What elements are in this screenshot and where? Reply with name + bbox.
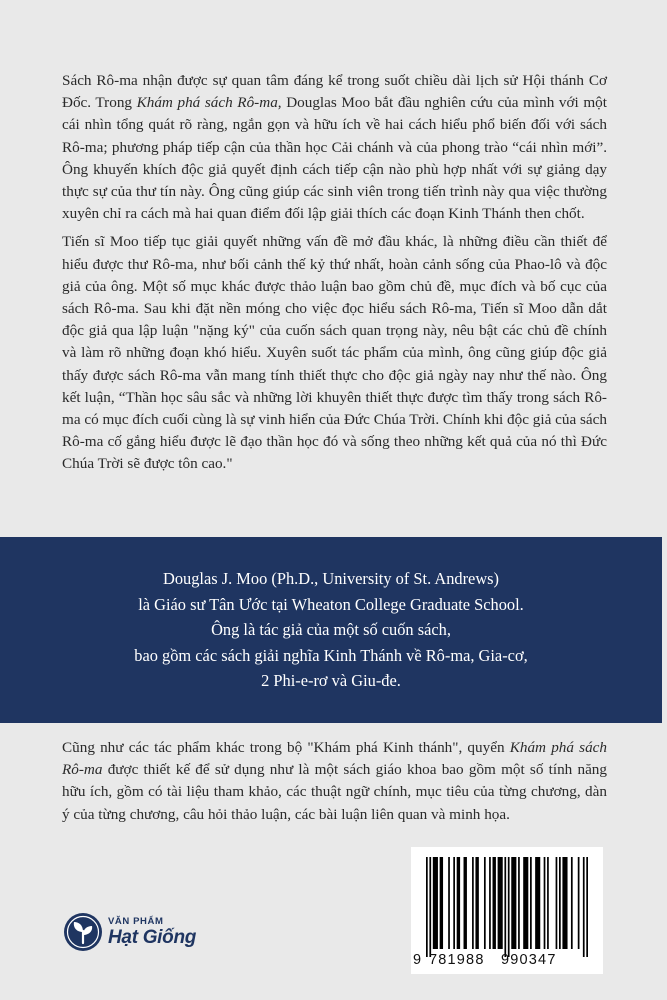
isbn-first-digit: 9 [413,952,422,968]
description-p1-pre: Sách Rô-ma nhận được sự quan tâm đáng kể trong suốt chiều dài lịch sử Hội thánh Cơ Đốc. Trong [62,72,607,112]
barcode-bar [562,857,567,949]
barcode-bar [530,857,532,949]
publisher-name-main: Hạt Giống [108,927,197,949]
barcode-bar [440,857,443,949]
barcode-bar [547,857,549,949]
barcode-bar [559,857,561,949]
barcode-bar [429,857,431,957]
isbn-group-2: 990347 [501,952,557,968]
barcode-bar [518,857,520,949]
barcode-bar [484,857,486,949]
barcode-bar [508,857,510,957]
barcode-bar [586,857,588,957]
barcode-bar [448,857,450,949]
isbn-digits [413,952,599,968]
series-book-title-italic: Khám phá sách Rô-ma [62,739,608,779]
barcode-bar [493,857,496,949]
barcode-bar [457,857,460,949]
barcode-bar [433,857,438,949]
description-paragraph-1 [62,70,607,225]
book-title-italic: Khám phá sách Rô-ma [136,94,278,112]
barcode-bar [426,857,428,957]
series-post: được thiết kế để sử dụng như là một sách giáo khoa bao gồm một số tính năng hữu ích, gồm có tài liệu tham khảo, các thuật ngữ chính, mục tiêu của từng chương, dàn ý của từng chương, câu hỏi thảo luận, các bài luận liên quan và minh họa. [62,761,607,823]
barcode-bar [464,857,467,949]
author-bio-line-5: 2 Phi-e-rơ và Giu-đe. [261,671,401,691]
barcode-bar [571,857,573,949]
series-description [62,737,607,826]
isbn-barcode [411,847,603,974]
barcode-bar [544,857,546,949]
book-description [62,70,607,482]
author-bio-line-4: bao gồm các sách giải nghĩa Kinh Thánh về Rô-ma, Gia-cơ, [134,645,528,665]
description-p1-post: , Douglas Moo bắt đầu nghiên cứu của mình với một cái nhìn tổng quát rõ ràng, ngắn gọn và hữu ích về hai cách hiểu phổ biến đối với sách Rô-ma; phương pháp tiếp cận của thần học Cải chánh và của phong trào “cái nhìn mới”. Ông khuyến khích độc giả quyết định cách tiếp cận nào phù hợp nhất với sự giảng dạy thực sự của thư tín này. Ông cũng giúp các sinh viên trong tiến trình này qua việc thường xuyên chỉ ra cách mà hai quan điểm đối lập giải thích các đoạn Kinh Thánh then chốt. [62,94,607,223]
publisher-name-top: VĂN PHẨM [108,915,164,927]
barcode-bar [472,857,474,949]
barcode-bar [578,857,580,949]
barcode-bar [511,857,516,949]
barcode-bar [504,857,506,957]
author-bio-line-3: Ông là tác giả của một số cuốn sách, [211,620,451,640]
isbn-group-1: 781988 [429,952,485,968]
barcode-bar [475,857,478,949]
description-paragraph-2: Tiến sĩ Moo tiếp tục giải quyết những vấn đề mở đầu khác, là những điều cần thiết để hiểu được thư Rô-ma, như bối cảnh thế kỷ thứ nhất, hoàn cảnh sống của Phao-lô và độc giả của ông. Một số mục khác được thảo luận bao gồm chủ đề, mục đích và bố cục của sách Rô-ma. Sau khi đặt nền móng cho việc đọc hiểu sách Rô-ma, Tiến sĩ Moo dẫn dắt độc giả qua lập luận "nặng ký" của cuốn sách quan trọng này, nêu bật các chủ đề chính và làm rõ những đoạn khó hiểu. Xuyên suốt tác phẩm của mình, ông cũng giúp độc giả thấy được sách Rô-ma vẫn mang tính thiết thực cho độc giả ngày nay như thế nào. Ông kết luận, “Thần học sâu sắc và những lời khuyên thiết thực được tìm thấy trong sách Rô-ma có mục đích cuối cùng là sự vinh hiển của Đức Chúa Trời. Chính khi độc giả của sách Rô-ma cố gắng hiểu được lẽ đạo thần học đó và sống theo những kết quả của nó thì Đức Chúa Trời sẽ được tôn cao." [62,233,607,473]
barcode-bar [523,857,528,949]
author-bio-line-2: là Giáo sư Tân Ước tại Wheaton College Graduate School. [138,594,524,614]
publisher-name [108,917,196,948]
barcode-bars [426,857,588,957]
series-pre: Cũng như các tác phẩm khác trong bộ "Khám phá Kinh thánh", quyển [62,739,510,756]
barcode-bar [535,857,540,949]
barcode-bar [453,857,455,949]
author-bio-line-1: Douglas J. Moo (Ph.D., University of St. Andrews) [163,569,499,589]
author-bio-band [0,537,662,723]
barcode-bar [583,857,585,957]
barcode-bar [556,857,558,949]
barcode-bar [489,857,491,949]
publisher-logo [62,904,212,960]
seedling-logo-icon [62,911,104,953]
barcode-bar [498,857,503,949]
